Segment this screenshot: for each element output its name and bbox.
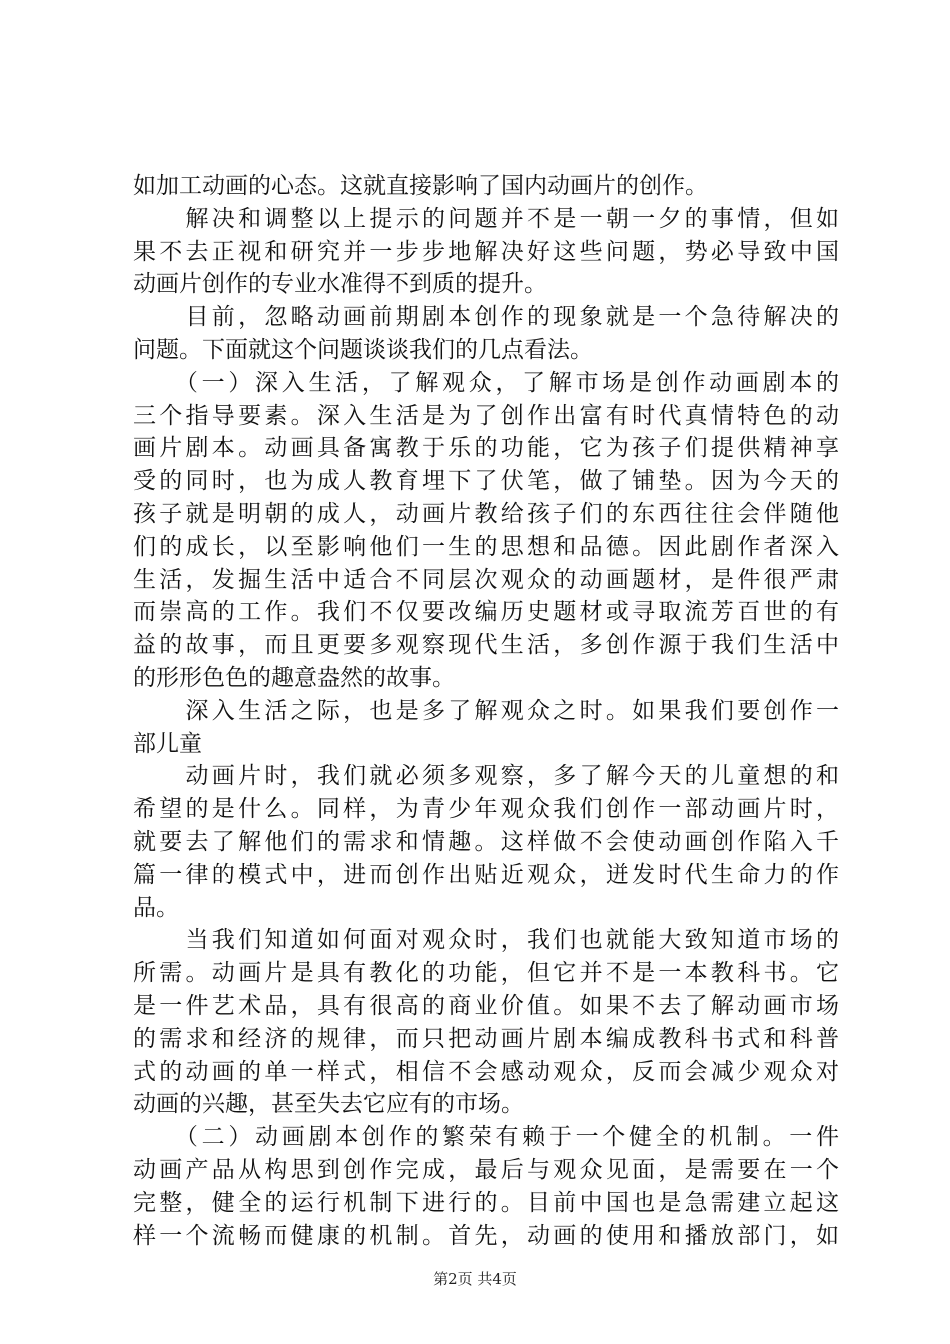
text-line: 的形形色色的趣意盎然的故事。: [133, 664, 455, 691]
text-line: 问题。下面就这个问题谈谈我们的几点看法。: [133, 336, 593, 363]
text-line: 画片剧本。动画具备寓教于乐的功能，它为孩子们提供精神享: [133, 435, 839, 462]
text-line: 式的动画的单一样式，相信不会感动观众，反而会减少观众对: [133, 1058, 839, 1085]
text-line: 三个指导要素。深入生活是为了创作出富有时代真情特色的动: [133, 402, 839, 429]
text-line: 是一件艺术品，具有很高的商业价值。如果不去了解动画市场: [133, 992, 839, 1019]
text-line: 深入生活之际，也是多了解观众之时。如果我们要创作一: [133, 697, 839, 724]
text-line: 们的成长，以至影响他们一生的思想和品德。因此剧作者深入: [133, 533, 839, 560]
text-line: 样一个流畅而健康的机制。首先，动画的使用和播放部门，如: [133, 1222, 839, 1249]
text-line: （二）动画剧本创作的繁荣有赖于一个健全的机制。一件: [133, 1124, 839, 1151]
text-line: 就要去了解他们的需求和情趣。这样做不会使动画创作陷入千: [133, 828, 839, 855]
text-line: 动画片创作的专业水准得不到质的提升。: [133, 271, 547, 298]
text-line: 动画的兴趣，甚至失去它应有的市场。: [133, 1091, 524, 1118]
text-line: 的需求和经济的规律，而只把动画片剧本编成教科书式和科普: [133, 1025, 839, 1052]
text-line: 品。: [133, 894, 179, 921]
text-line: 所需。动画片是具有教化的功能，但它并不是一本教科书。它: [133, 960, 839, 987]
page-number: 第2页 共4页: [433, 1270, 517, 1288]
text-line: 解决和调整以上提示的问题并不是一朝一夕的事情，但如: [133, 205, 839, 232]
text-line: 篇一律的模式中，进而创作出贴近观众，迸发时代生命力的作: [133, 861, 839, 888]
document-body: [133, 170, 839, 1252]
text-line: 动画片时，我们就必须多观察，多了解今天的儿童想的和: [133, 763, 839, 790]
text-line: 部儿童: [133, 730, 202, 757]
text-line: 目前，忽略动画前期剧本创作的现象就是一个急待解决的: [133, 304, 839, 331]
text-line: 益的故事，而且更要多观察现代生活，多创作源于我们生活中: [133, 632, 839, 659]
text-line: 受的同时，也为成人教育埋下了伏笔，做了铺垫。因为今天的: [133, 468, 839, 495]
text-line: 动画产品从构思到创作完成，最后与观众见面，是需要在一个: [133, 1156, 839, 1183]
text-line: （一）深入生活，了解观众，了解市场是创作动画剧本的: [133, 369, 839, 396]
text-line: 而崇高的工作。我们不仅要改编历史题材或寻取流芳百世的有: [133, 599, 839, 626]
text-line: 当我们知道如何面对观众时，我们也就能大致知道市场的: [133, 927, 839, 954]
text-line: 孩子就是明朝的成人，动画片教给孩子们的东西往往会伴随他: [133, 500, 839, 527]
text-line: 生活，发掘生活中适合不同层次观众的动画题材，是件很严肃: [133, 566, 839, 593]
text-line: 完整，健全的运行机制下进行的。目前中国也是急需建立起这: [133, 1189, 839, 1216]
text-line: 希望的是什么。同样，为青少年观众我们创作一部动画片时，: [133, 796, 839, 823]
text-line: 如加工动画的心态。这就直接影响了国内动画片的创作。: [133, 173, 708, 199]
text-line: 果不去正视和研究并一步步地解决好这些问题，势必导致中国: [133, 238, 839, 265]
